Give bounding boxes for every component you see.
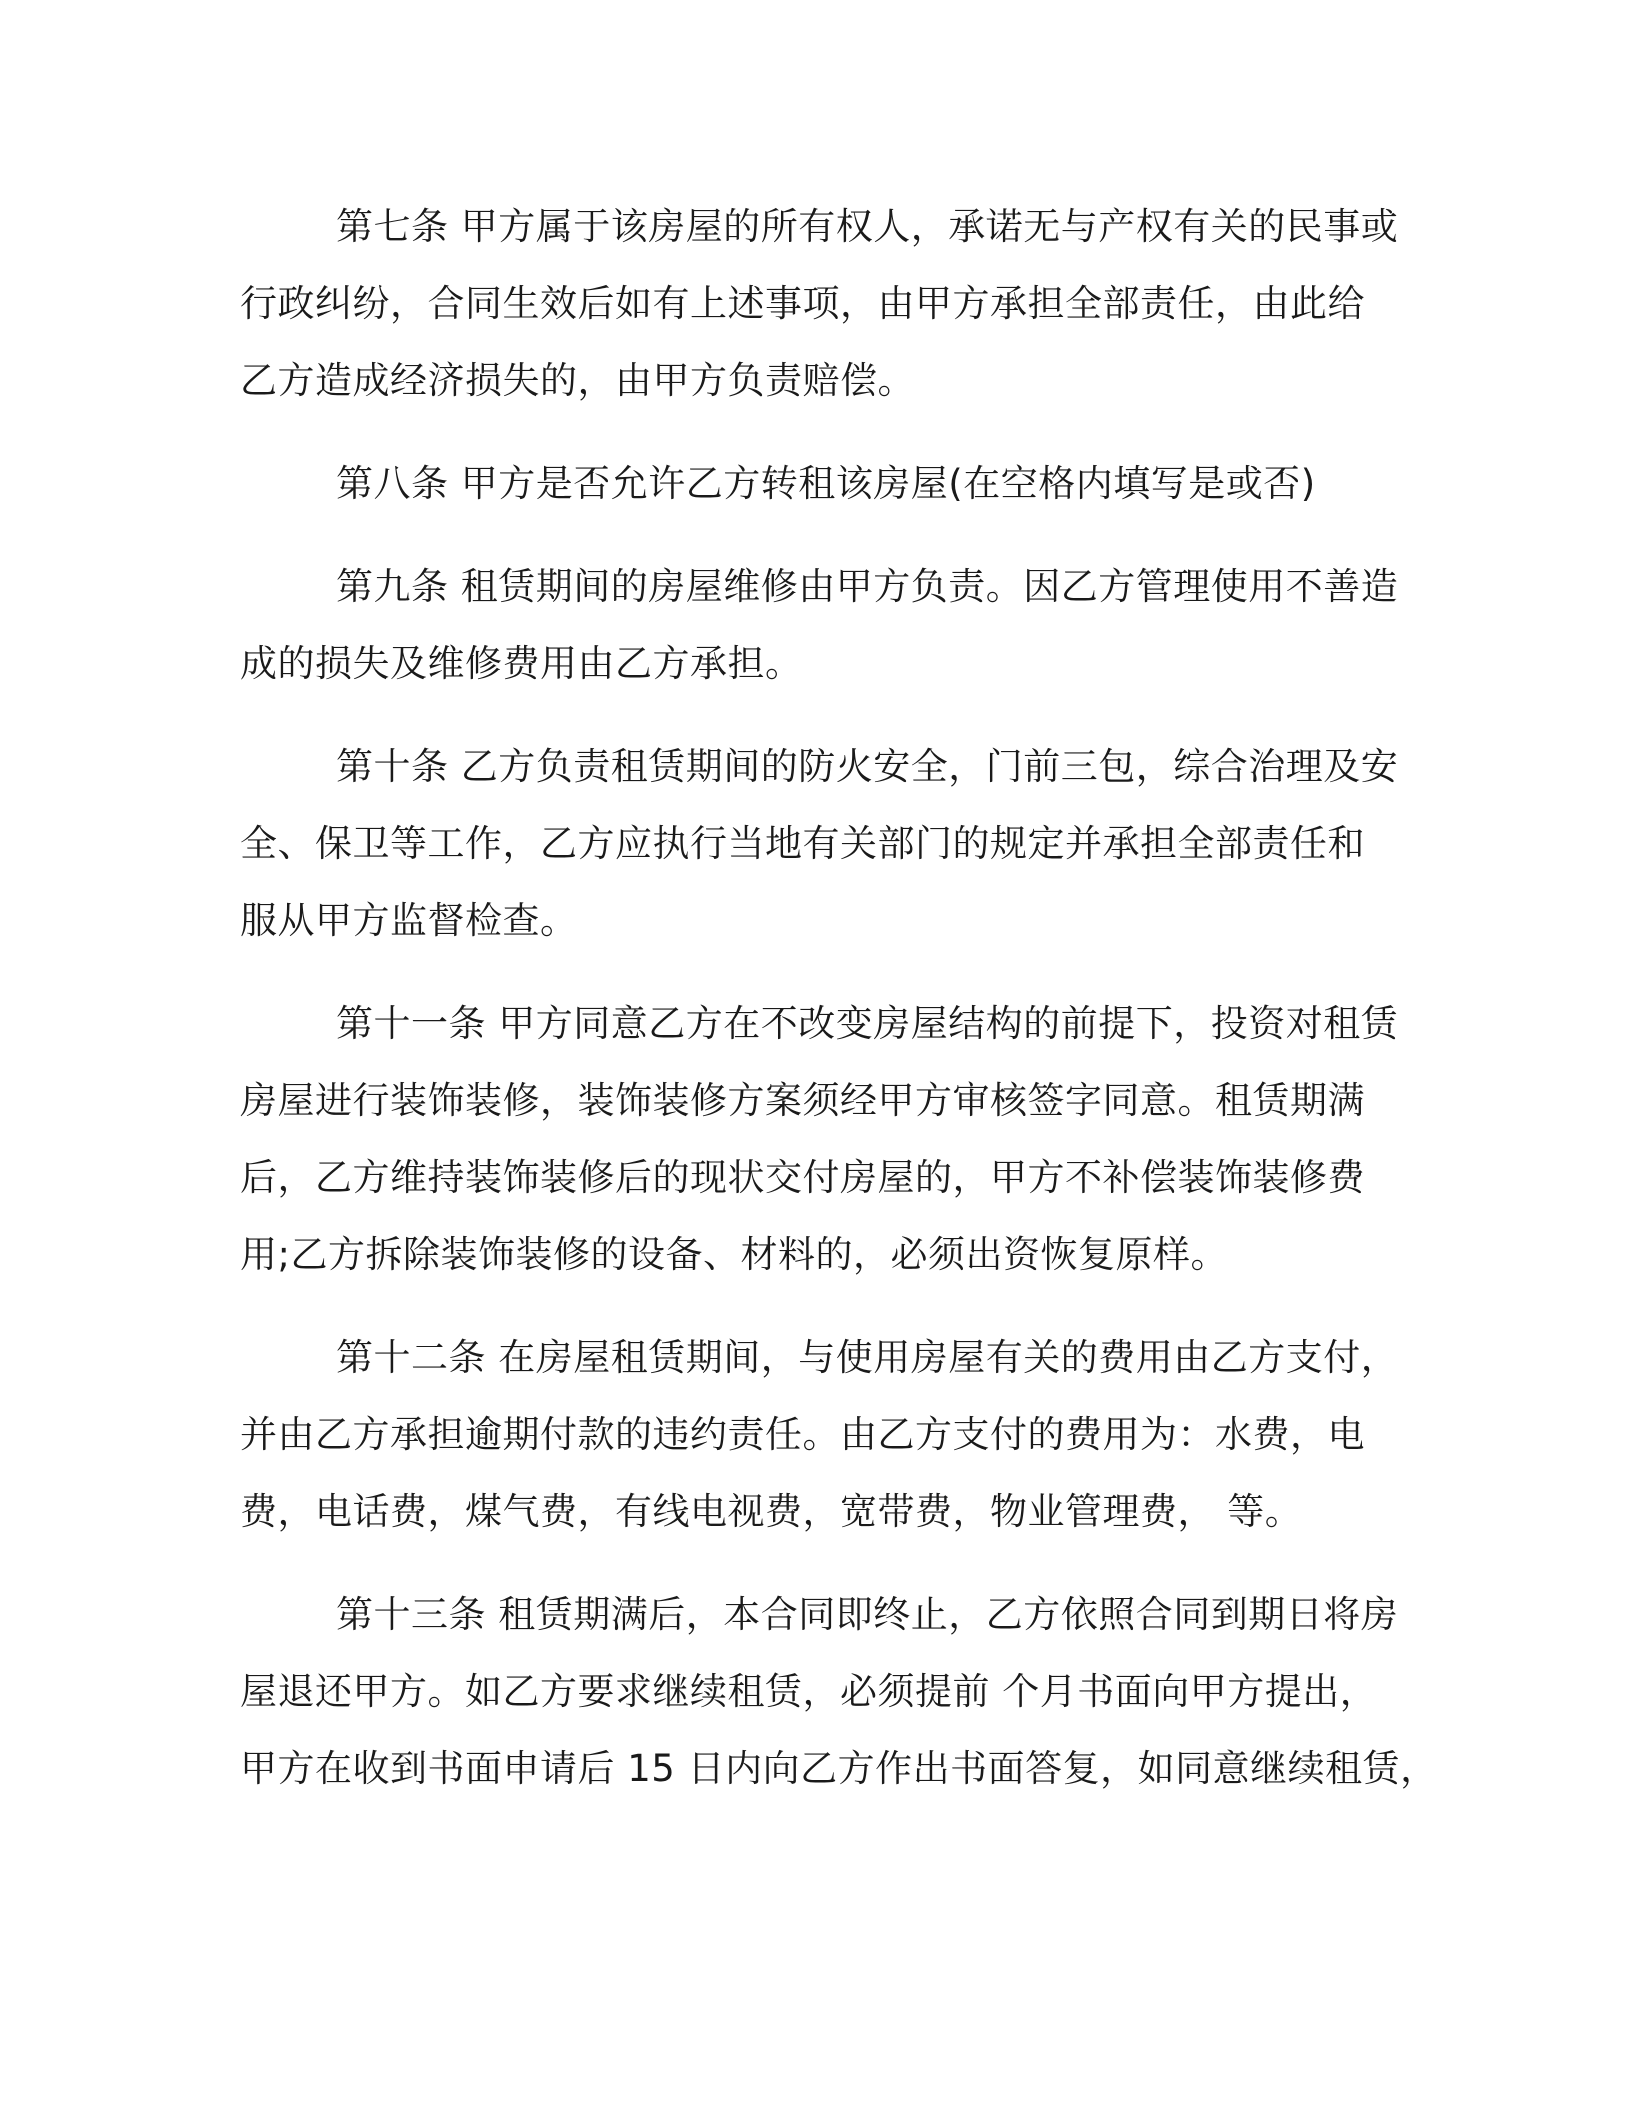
article-9 <box>240 548 1400 702</box>
article-9-line-1: 第九条 租赁期间的房屋维修由甲方负责。因乙方管理使用不善造 <box>336 565 1399 608</box>
article-11-line-2: 房屋进行装饰装修，装饰装修方案须经甲方审核签字同意。租赁期满 <box>240 1079 1365 1122</box>
article-10 <box>240 728 1400 959</box>
article-8-line-1: 第八条 甲方是否允许乙方转租该房屋(在空格内填写是或否) <box>336 462 1316 505</box>
article-12-line-2: 并由乙方承担逾期付款的违约责任。由乙方支付的费用为：水费，电 <box>240 1413 1365 1456</box>
article-11 <box>240 985 1400 1293</box>
article-11-line-3: 后，乙方维持装饰装修后的现状交付房屋的，甲方不补偿装饰装修费 <box>240 1156 1365 1199</box>
article-13 <box>240 1576 1438 1807</box>
article-12 <box>240 1319 1400 1550</box>
article-7-line-3: 乙方造成经济损失的，由甲方负责赔偿。 <box>240 359 915 402</box>
article-13-line-3: 甲方在收到书面申请后 15 日内向乙方作出书面答复，如同意继续租赁， <box>240 1747 1438 1790</box>
article-13-line-2: 屋退还甲方。如乙方要求继续租赁，必须提前 个月书面向甲方提出， <box>240 1670 1378 1713</box>
article-12-line-1: 第十二条 在房屋租赁期间，与使用房屋有关的费用由乙方支付， <box>336 1336 1399 1379</box>
article-8 <box>240 445 1400 522</box>
article-7-line-2: 行政纠纷，合同生效后如有上述事项，由甲方承担全部责任，由此给 <box>240 282 1365 325</box>
article-10-line-3: 服从甲方监督检查。 <box>240 899 578 942</box>
article-11-line-1: 第十一条 甲方同意乙方在不改变房屋结构的前提下，投资对租赁 <box>336 1002 1399 1045</box>
article-12-line-3: 费，电话费，煤气费，有线电视费，宽带费，物业管理费， 等。 <box>240 1490 1303 1533</box>
article-10-line-2: 全、保卫等工作，乙方应执行当地有关部门的规定并承担全部责任和 <box>240 822 1365 865</box>
article-13-line-1: 第十三条 租赁期满后，本合同即终止，乙方依照合同到期日将房 <box>336 1593 1399 1636</box>
article-7-line-1: 第七条 甲方属于该房屋的所有权人，承诺无与产权有关的民事或 <box>336 205 1399 248</box>
article-10-line-1: 第十条 乙方负责租赁期间的防火安全，门前三包，综合治理及安 <box>336 745 1399 788</box>
article-9-line-2: 成的损失及维修费用由乙方承担。 <box>240 642 803 685</box>
document-body <box>240 188 1438 1833</box>
article-7 <box>240 188 1400 419</box>
article-11-line-4: 用;乙方拆除装饰装修的设备、材料的，必须出资恢复原样。 <box>240 1233 1228 1276</box>
